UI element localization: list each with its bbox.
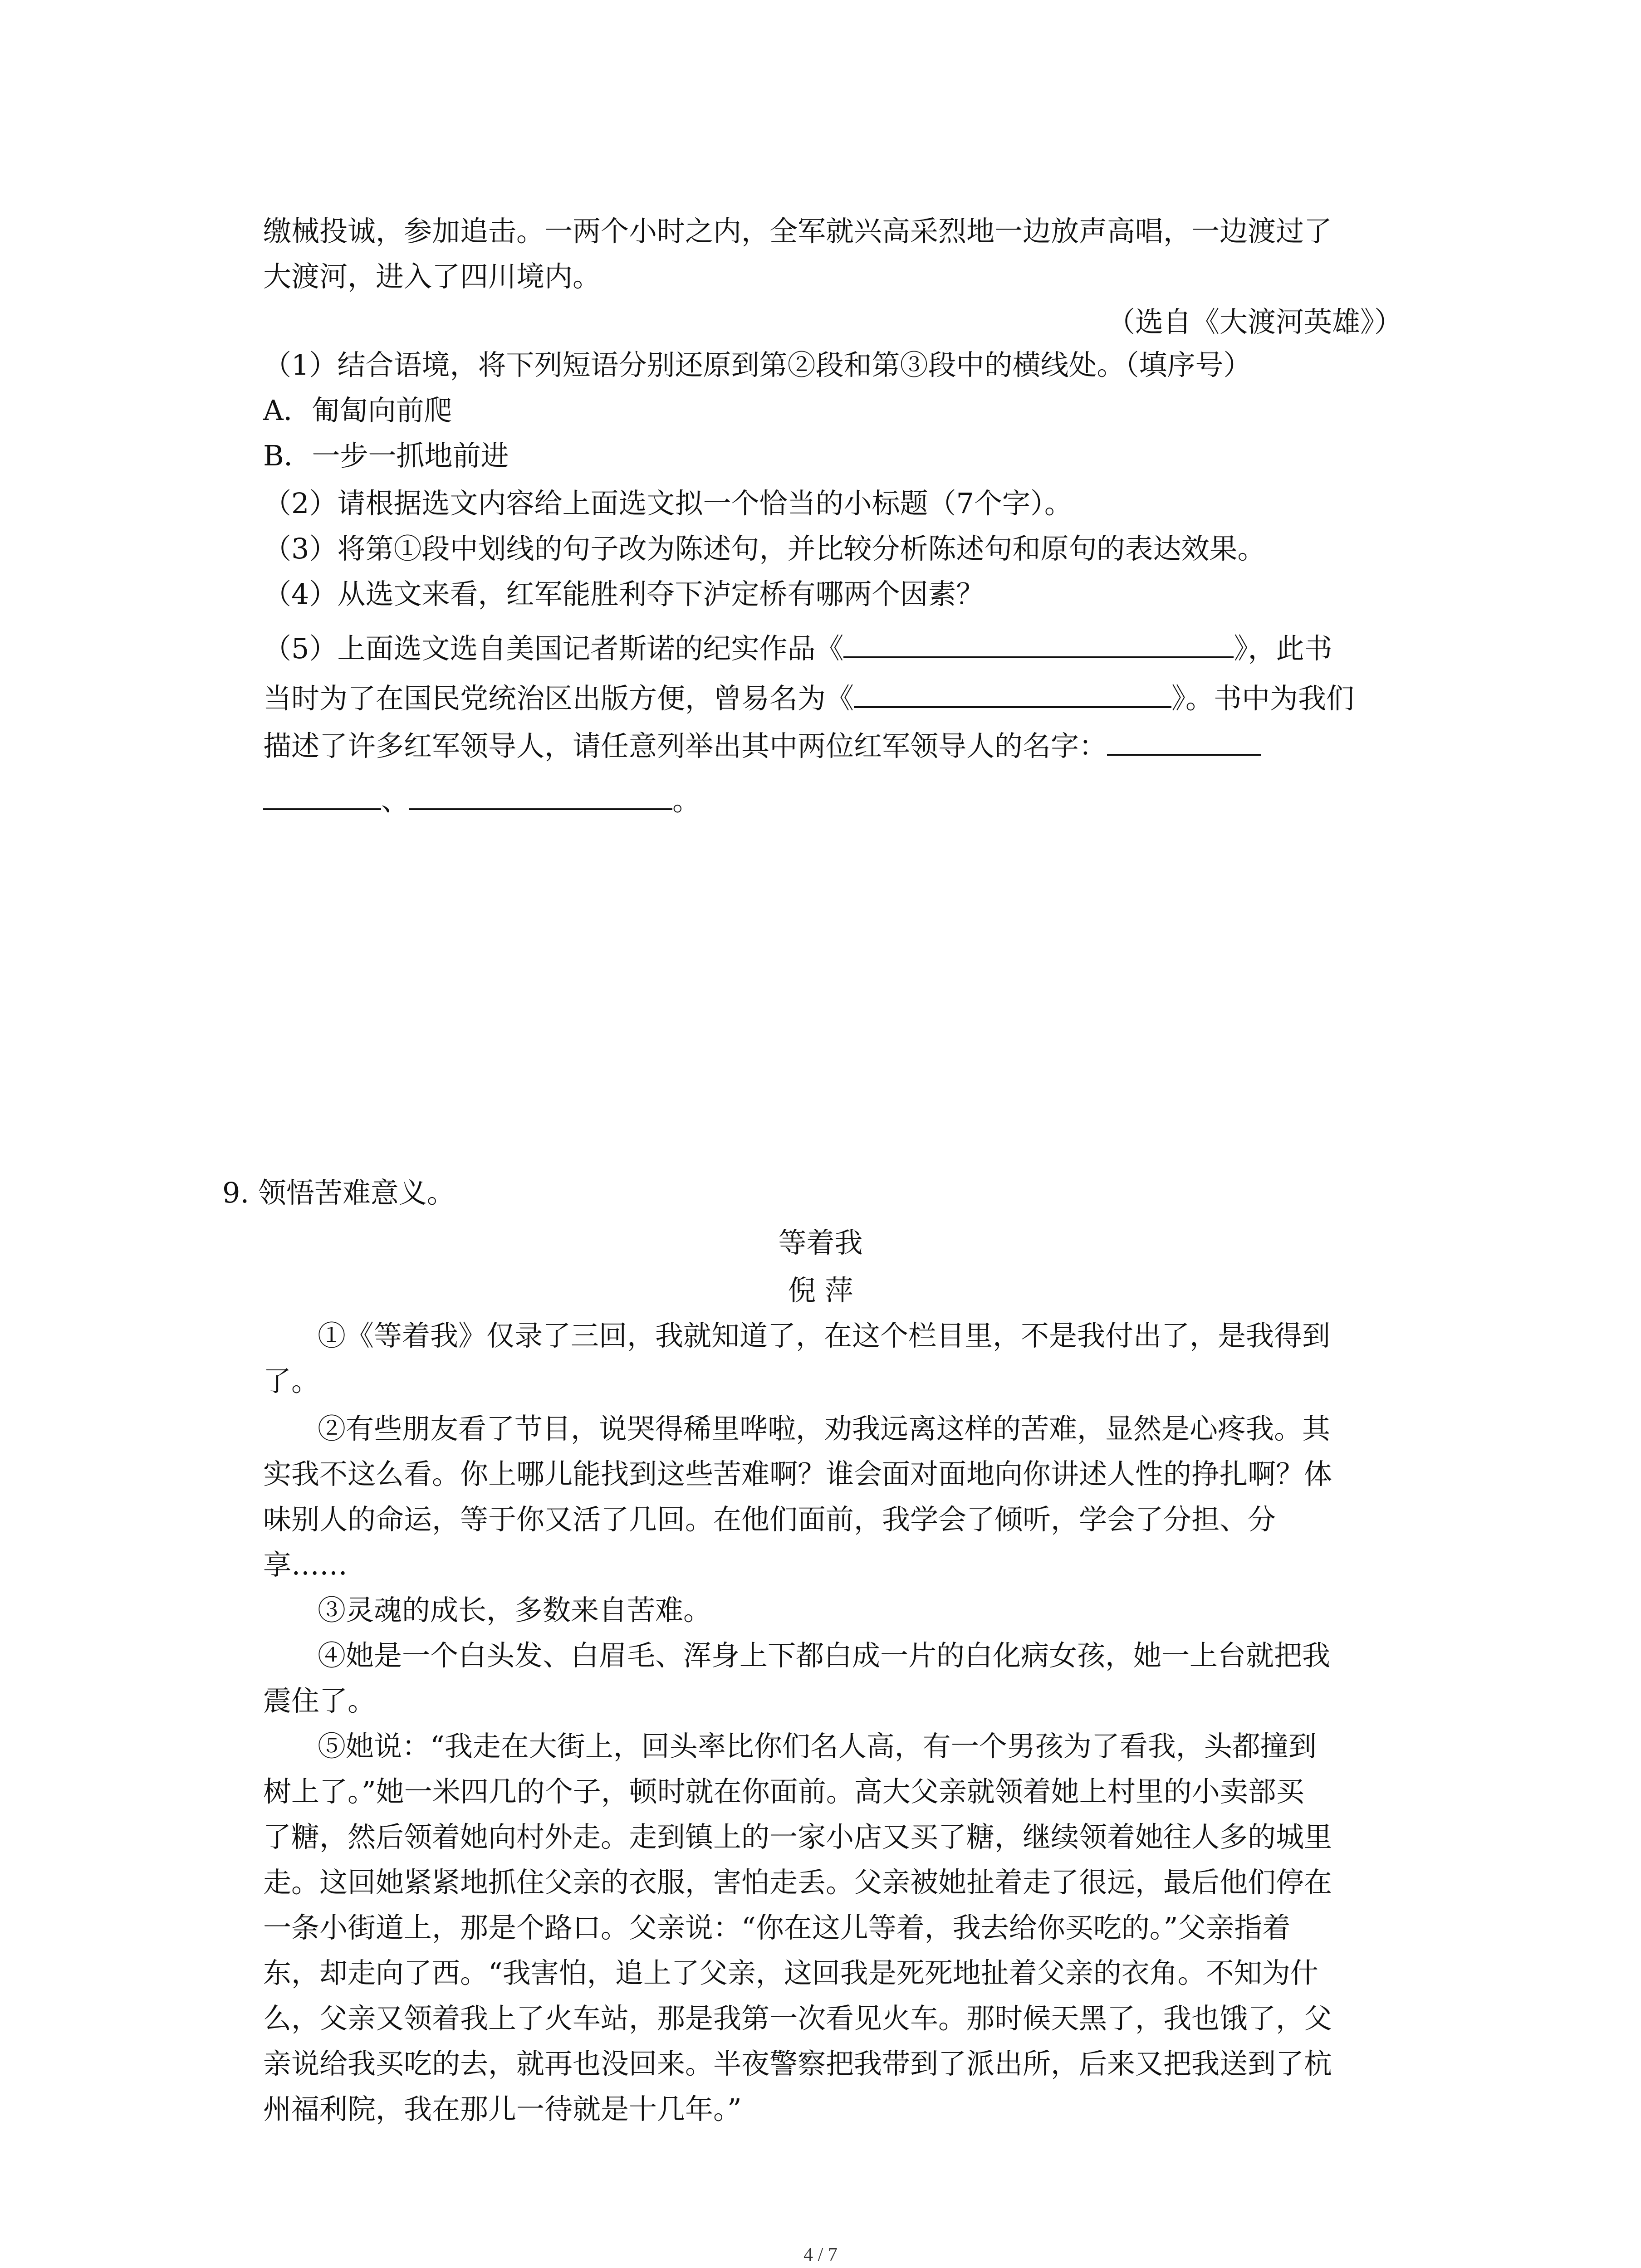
section-9-heading: 9. 领悟苦难意义。 [222, 1176, 455, 1209]
question-5-line-3 [263, 726, 1261, 764]
reading-line: 么，父亲又领着我上了火车站，那是我第一次看见火车。那时候天黑了，我也饿了，父 [263, 2002, 1332, 2035]
question-4: （4）从选文来看，红军能胜利夺下泸定桥有哪两个因素？ [263, 577, 985, 611]
reading-line: ①《等着我》仅录了三回，我就知道了，在这个栏目里，不是我付出了，是我得到 [318, 1319, 1331, 1352]
page-number: 4 / 7 [803, 2244, 838, 2265]
question-5-line-4 [263, 780, 700, 819]
passage-source: （选自《大渡河英雄》） [1107, 305, 1403, 338]
reading-title: 等着我 [778, 1226, 863, 1259]
reading-line: 东，却走向了西。“我害怕，追上了父亲，这回我是死死地扯着父亲的衣角。不知为什 [263, 1956, 1318, 1989]
alt-title-blank[interactable] [854, 678, 1171, 708]
reading-line: 走。这回她紧紧地抓住父亲的衣服，害怕走丢。父亲被她扯着走了很远，最后他们停在 [263, 1866, 1332, 1899]
book-title-blank[interactable] [843, 628, 1234, 658]
reading-line: 享…… [263, 1548, 348, 1581]
reading-line: 亲说给我买吃的去，就再也没回来。半夜警察把我带到了派出所，后来又把我送到了杭 [263, 2047, 1332, 2080]
question-5-text: 》，此书 [1234, 632, 1332, 665]
reading-line: 味别人的命运，等于你又活了几回。在他们面前，我学会了倾听，学会了分担、分 [263, 1503, 1276, 1536]
question-2: （2）请根据选文内容给上面选文拟一个恰当的小标题（7个字）。 [263, 487, 1073, 520]
reading-line: 实我不这么看。你上哪儿能找到这些苦难啊？谁会面对面地向你讲述人性的挣扎啊？体 [263, 1457, 1332, 1491]
reading-line: 震住了。 [263, 1684, 376, 1717]
reading-line: 州福利院，我在那儿一待就是十几年。” [263, 2092, 742, 2126]
reading-line: ⑤她说：“我走在大街上，回头率比你们名人高，有一个男孩为了看我，头都撞到 [318, 1730, 1317, 1763]
reading-line: 了。 [263, 1364, 320, 1398]
reading-line: ③灵魂的成长，多数来自苦难。 [318, 1593, 712, 1627]
question-5-text: 》。书中为我们 [1171, 682, 1355, 715]
reading-author: 倪 萍 [788, 1274, 853, 1307]
question-5-end: 。 [672, 784, 701, 817]
leader-name-blank-1a[interactable] [1107, 726, 1261, 756]
question-5-text: （5）上面选文选自美国记者斯诺的纪实作品《 [263, 632, 844, 665]
passage-line: 大渡河，进入了四川境内。 [263, 260, 601, 293]
reading-line: 一条小街道上，那是个路口。父亲说：“你在这儿等着，我去给你买吃的。”父亲指着 [263, 1911, 1291, 1944]
question-5-line-1 [263, 628, 1332, 667]
reading-line: ④她是一个白头发、白眉毛、浑身上下都白成一片的白化病女孩，她一上台就把我 [318, 1639, 1331, 1672]
option-a: A．匍匐向前爬 [263, 394, 452, 427]
passage-line: 缴械投诚，参加追击。一两个小时之内，全军就兴高采烈地一边放声高唱，一边渡过了 [263, 215, 1332, 248]
reading-line: ②有些朋友看了节目，说哭得稀里哗啦，劝我远离这样的苦难，显然是心疼我。其 [318, 1412, 1331, 1445]
question-1: （1）结合语境，将下列短语分别还原到第②段和第③段中的横线处。（填序号） [263, 348, 1252, 381]
option-b: B．一步一抓地前进 [263, 439, 509, 472]
leader-name-blank-1b[interactable] [263, 780, 381, 810]
reading-line: 树上了。”她一米四几的个子，顿时就在你面前。高大父亲就领着她上村里的小卖部买 [263, 1775, 1304, 1808]
question-5-line-2 [263, 678, 1354, 717]
question-5-text: 当时为了在国民党统治区出版方便，曾易名为《 [263, 682, 854, 715]
reading-line: 了糖，然后领着她向村外走。走到镇上的一家小店又买了糖，继续领着她往人多的城里 [263, 1820, 1332, 1853]
leader-name-blank-2[interactable] [409, 780, 672, 810]
question-3: （3）将第①段中划线的句子改为陈述句，并比较分析陈述句和原句的表达效果。 [263, 532, 1266, 565]
question-5-sep: 、 [381, 784, 410, 817]
question-5-text: 描述了许多红军领导人，请任意列举出其中两位红军领导人的名字： [263, 729, 1107, 763]
